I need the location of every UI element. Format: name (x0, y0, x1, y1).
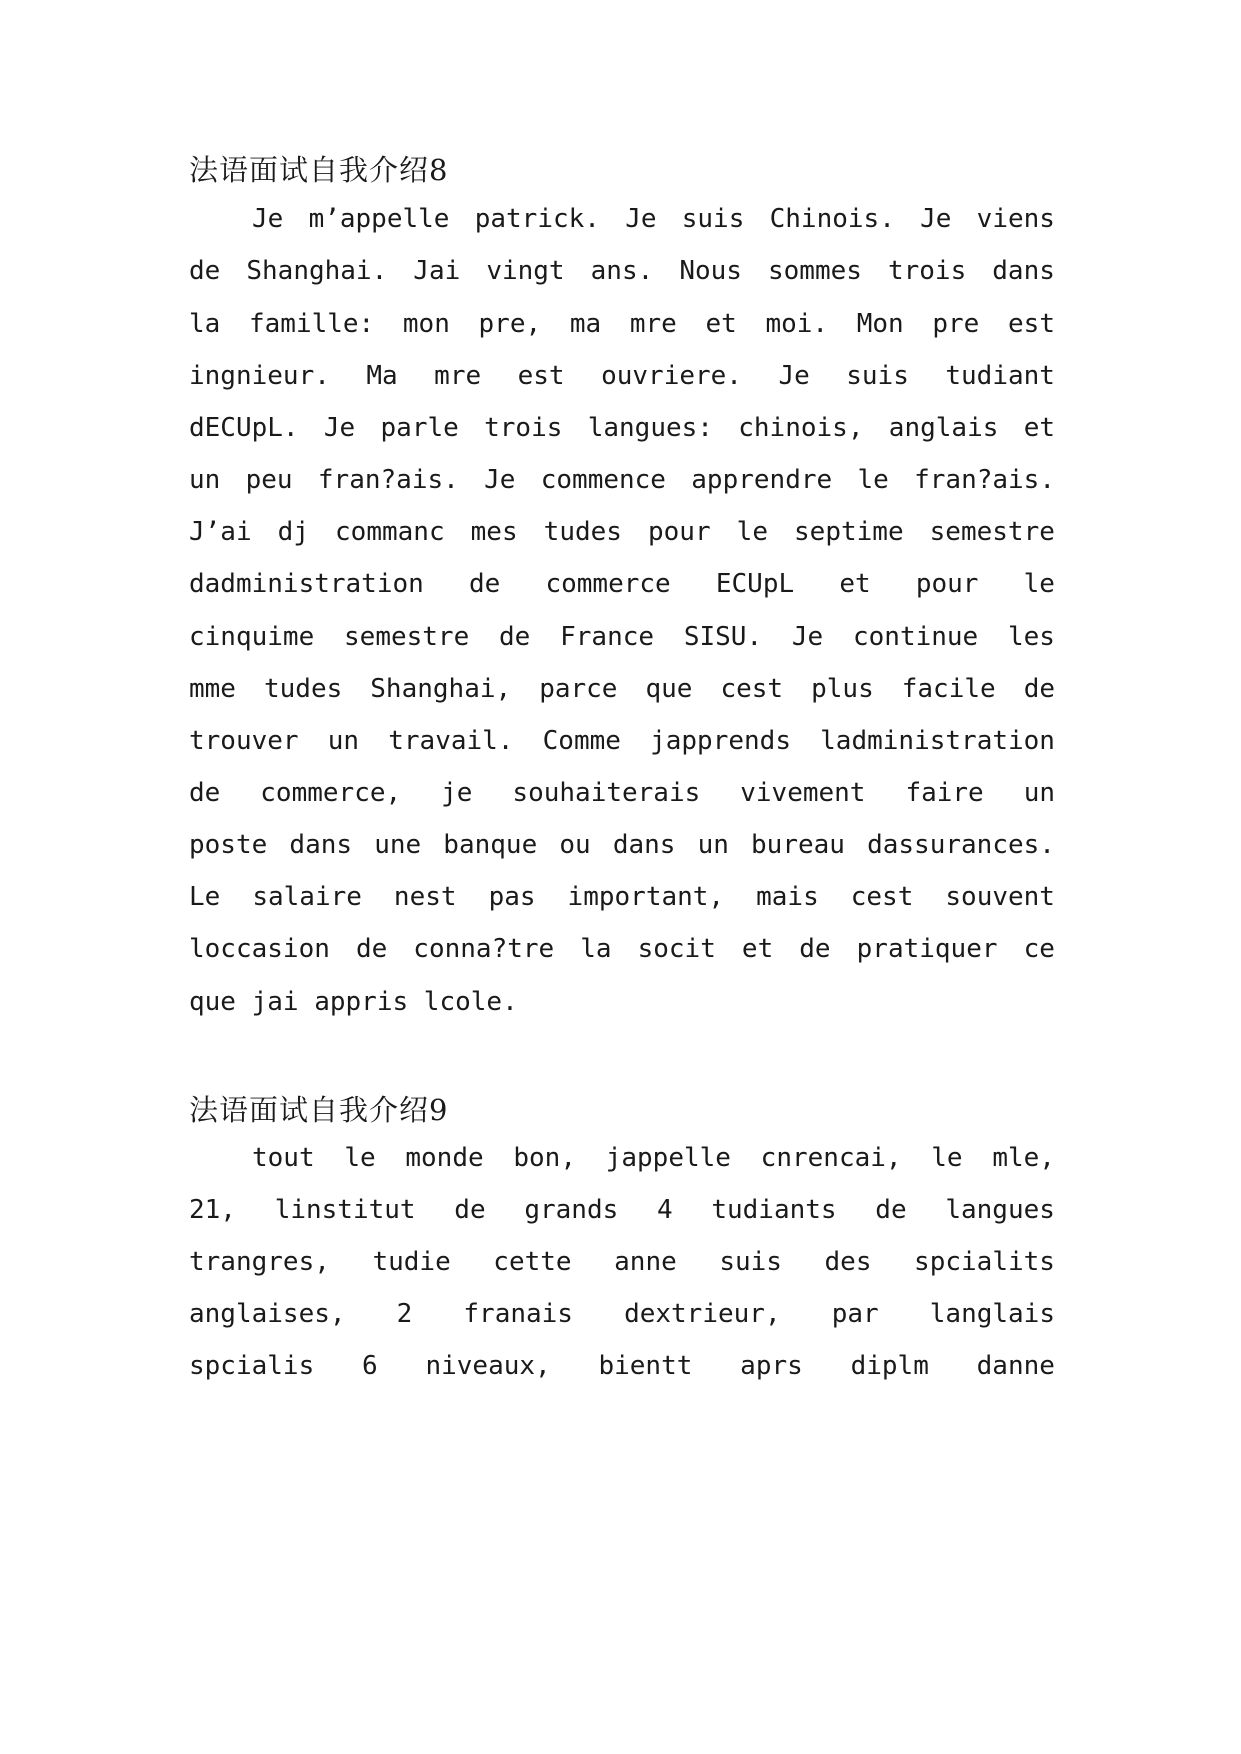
word: le (857, 465, 889, 495)
word: pas (488, 882, 536, 912)
word: Nous (679, 256, 742, 286)
word: anglaises, (189, 1299, 346, 1329)
word: pre, (478, 309, 542, 339)
word: viens (976, 204, 1055, 234)
word: dadministration (189, 569, 424, 599)
word: est (1008, 309, 1055, 339)
word: un (697, 830, 729, 860)
word: apprendre (691, 465, 833, 495)
paragraph-line (189, 1244, 1055, 1280)
word: ECUpL (715, 569, 795, 599)
word: cinquime (189, 622, 315, 652)
word: commerce, (260, 778, 402, 808)
word: bureau (751, 830, 845, 860)
word: japprends (650, 726, 791, 756)
word: tudes (263, 674, 343, 704)
word: les (1008, 622, 1055, 652)
word: dans (992, 256, 1055, 286)
word: trangres, (189, 1247, 330, 1277)
word: niveaux, (425, 1351, 551, 1381)
word: mle, (992, 1143, 1055, 1173)
word: bientt (598, 1351, 693, 1381)
word: continue (852, 622, 979, 652)
word: parce (539, 674, 618, 704)
word: vivement (740, 778, 866, 808)
word: famille: (248, 309, 375, 339)
paragraph-line (189, 201, 1055, 237)
word: franais (463, 1299, 573, 1329)
paragraph-line (189, 306, 1055, 342)
word: le (1023, 569, 1055, 599)
word: ou (559, 830, 591, 860)
word: facile (901, 674, 996, 704)
word: suis (681, 204, 745, 234)
word: suis (719, 1247, 782, 1277)
word: pre (932, 309, 980, 339)
paragraph-line (189, 879, 1055, 915)
word: m’appelle (308, 204, 450, 234)
word: fran?ais. (317, 465, 459, 495)
paragraph-line (189, 931, 1055, 967)
paragraph-line (189, 775, 1055, 811)
word: dj (277, 517, 309, 547)
word: Je (625, 204, 657, 234)
word: de (875, 1195, 907, 1225)
word: ladministration (820, 726, 1055, 756)
paragraph-line (189, 514, 1055, 550)
paragraph-line (189, 1348, 1055, 1384)
word: Je (323, 413, 356, 443)
word: Shanghai, (370, 674, 512, 704)
word: Le (189, 882, 221, 912)
word: linstitut (274, 1195, 416, 1225)
word: trois (484, 413, 563, 443)
word: mais (756, 882, 819, 912)
word: semestre (344, 622, 470, 652)
word: souvent (945, 882, 1055, 912)
paragraph-line (189, 827, 1055, 863)
word: ce (1023, 934, 1055, 964)
word: parle (380, 413, 459, 443)
word: sommes (767, 256, 862, 286)
paragraph-line (189, 410, 1055, 446)
word: bon, (513, 1143, 576, 1173)
section-title-9: 法语面试自我介绍9 (189, 1093, 449, 1127)
word: pratiquer (856, 934, 998, 964)
word: dans (289, 830, 353, 860)
word: un (327, 726, 360, 756)
word: dECUpL. (189, 413, 299, 443)
word: diplm (850, 1351, 929, 1381)
word: Mon (856, 309, 904, 339)
word: Ma (366, 361, 398, 391)
word: cest (850, 882, 914, 912)
word: cnrencai, (760, 1143, 902, 1173)
word: tout (252, 1143, 315, 1173)
word: Je (778, 361, 810, 391)
word: suis (846, 361, 909, 391)
word: spcialis (189, 1351, 315, 1381)
word: trouver (189, 726, 299, 756)
word: dextrieur, (624, 1299, 781, 1329)
paragraph-line (189, 1192, 1055, 1228)
word: moi. (765, 309, 829, 339)
word: et (741, 934, 774, 964)
word: Je (484, 465, 516, 495)
word: et (1023, 413, 1055, 443)
word: langlais (929, 1299, 1055, 1329)
word: trois (887, 256, 967, 286)
word: mes (470, 517, 518, 547)
word: par (831, 1299, 879, 1329)
word: dassurances. (867, 830, 1055, 860)
word: septime (794, 517, 904, 547)
word: semestre (929, 517, 1055, 547)
word: mre (434, 361, 482, 391)
word: ma (569, 309, 602, 339)
word: langues (945, 1195, 1055, 1225)
word: Shanghai. (246, 256, 388, 286)
paragraph-line (189, 462, 1055, 498)
word: tudie (372, 1247, 451, 1277)
word: tudes (543, 517, 622, 547)
word: 4 (656, 1195, 673, 1225)
word: Comme (542, 726, 621, 756)
word: de (355, 934, 388, 964)
paragraph-line (189, 1296, 1055, 1332)
word: Je (920, 204, 952, 234)
word: danne (976, 1351, 1055, 1381)
paragraph-line (189, 723, 1055, 759)
word: des (824, 1247, 872, 1277)
word: commanc (335, 517, 445, 547)
word: conna?tre (413, 934, 555, 964)
word: tudiant (945, 361, 1055, 391)
word: 6 (362, 1351, 378, 1381)
word: et (705, 309, 737, 339)
word: banque (443, 830, 538, 860)
paragraph-line (189, 1140, 1055, 1176)
word: de (189, 256, 221, 286)
word: plus (811, 674, 874, 704)
word: tudiants (711, 1195, 837, 1225)
word: je (441, 778, 473, 808)
word: de (1023, 674, 1055, 704)
word: que (645, 674, 693, 704)
word: Je (791, 622, 824, 652)
word: vingt (486, 256, 565, 286)
word: langues: (587, 413, 713, 443)
word: souhaiterais (512, 778, 701, 808)
word: ans. (590, 256, 654, 286)
paragraph-line (189, 358, 1055, 394)
word: loccasion (189, 934, 330, 964)
word: de (468, 569, 501, 599)
word: ouvriere. (601, 361, 742, 391)
word: dans (612, 830, 676, 860)
word: ingnieur. (189, 361, 330, 391)
word: mre (629, 309, 677, 339)
word: aprs (740, 1351, 803, 1381)
word: le (344, 1143, 376, 1173)
word: le (736, 517, 768, 547)
word: Jai (413, 256, 461, 286)
word: important, (567, 882, 725, 912)
paragraph-line: que jai appris lcole. (189, 987, 518, 1017)
word: la (189, 309, 221, 339)
word: est (517, 361, 565, 391)
word: pour (915, 569, 979, 599)
word: Chinois. (769, 204, 895, 234)
word: socit (637, 934, 716, 964)
word: 21, (189, 1195, 236, 1225)
word: mon (402, 309, 450, 339)
word: mme (189, 674, 236, 704)
word: de (189, 778, 221, 808)
word: pour (648, 517, 711, 547)
word: cette (493, 1247, 572, 1277)
word: commerce (545, 569, 671, 599)
word: de (799, 934, 831, 964)
word: spcialits (914, 1247, 1055, 1277)
word: poste (189, 830, 268, 860)
word: 2 (396, 1299, 413, 1329)
word: grands (524, 1195, 619, 1225)
section-title-8: 法语面试自我介绍8 (189, 153, 449, 187)
paragraph-line (189, 566, 1055, 602)
word: France (560, 622, 655, 652)
word: le (931, 1143, 963, 1173)
word: J’ai (189, 517, 252, 547)
word: faire (905, 778, 984, 808)
word: et (839, 569, 871, 599)
paragraph-line (189, 619, 1055, 655)
word: SISU. (683, 622, 763, 652)
word: anglais (888, 413, 999, 443)
word: jappelle (605, 1143, 731, 1173)
word: patrick. (474, 204, 600, 234)
word: un (189, 465, 221, 495)
word: chinois, (738, 413, 864, 443)
word: salaire (252, 882, 362, 912)
word: travail. (388, 726, 514, 756)
word: anne (614, 1247, 677, 1277)
paragraph-line (189, 253, 1055, 289)
word: un (1023, 778, 1055, 808)
paragraph-line (189, 671, 1055, 707)
word: une (374, 830, 422, 860)
word: peu (245, 465, 293, 495)
word: commence (540, 465, 666, 495)
word: cest (720, 674, 784, 704)
word: de (454, 1195, 486, 1225)
word: la (580, 934, 612, 964)
word: fran?ais. (914, 465, 1055, 495)
word: monde (405, 1143, 484, 1173)
word: nest (393, 882, 457, 912)
word: Je (252, 204, 284, 234)
word: de (499, 622, 531, 652)
